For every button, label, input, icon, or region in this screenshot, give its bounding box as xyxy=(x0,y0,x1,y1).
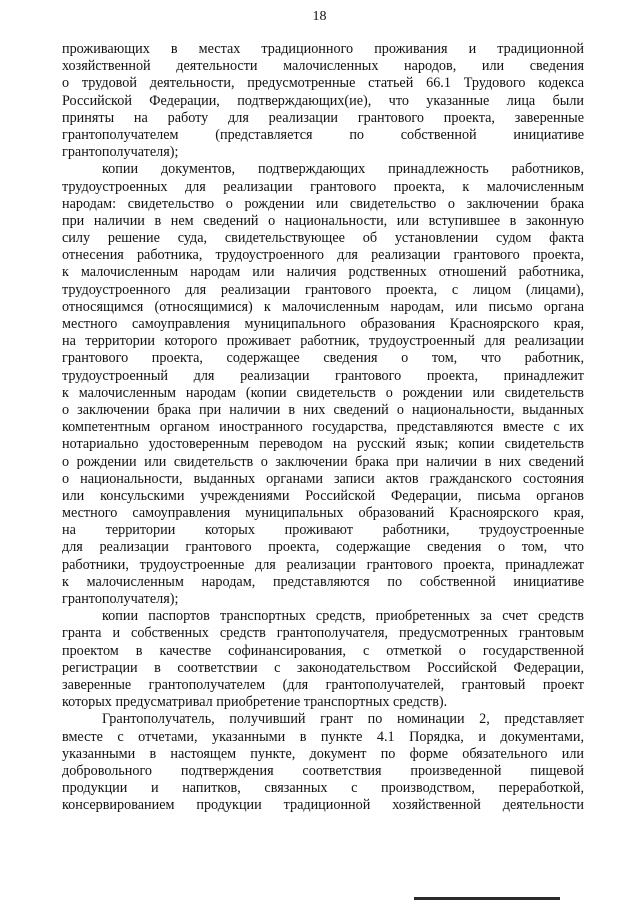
text-line: проживающих в местах традиционного проживания и традиционной xyxy=(62,41,584,57)
text-line: местного самоуправления муниципального образования Красноярского края, xyxy=(62,316,584,332)
text-line: регистрации в соответствии с законодательством Российской Федерации, xyxy=(62,659,584,676)
text-line: консервированием продукции традиционной хозяйственной деятельности xyxy=(62,797,584,814)
text-line: к малочисленным народам или наличия родственных отношений работника, xyxy=(62,264,584,281)
text-line: указанными в настоящем пункте, документ по форме обязательного или xyxy=(62,745,584,762)
text-line: грантополучателем (представляется по собственной инициативе xyxy=(62,126,584,143)
text-line: трудоустроенного для реализации грантового проекта, с лицом (лицами), xyxy=(62,281,584,298)
text-line: к малочисленным народам (копии свидетельств о рождении или свидетельств xyxy=(62,384,584,401)
text-line: о трудовой деятельности, предусмотренные статьей 66.1 Трудового кодекса xyxy=(62,75,584,92)
text-line: нотариально удостоверенным переводом на русский язык; копии свидетельств xyxy=(62,436,584,453)
text-line: народам: свидетельство о рождении или свидетельство о заключении брака xyxy=(62,195,584,212)
text-line: на территории которых проживают работники, трудоустроенные xyxy=(62,522,584,539)
document-body xyxy=(62,41,584,814)
text-line: относящимся (относящимися) к малочисленным народам, или письмо органа xyxy=(62,298,584,315)
text-line: грантополучателя); xyxy=(62,144,179,161)
text-line: копии документов, подтверждающих принадлежность работников, xyxy=(102,161,584,178)
text-line: к малочисленным народам, представляются по собственной инициативе xyxy=(62,573,584,590)
text-line: Грантополучатель, получивший грант по номинации 2, представляет xyxy=(102,711,584,728)
text-line: трудоустроенных для реализации грантового проекта, к малочисленным xyxy=(62,178,584,195)
text-line: добровольного подтверждения соответствия произведенной пищевой xyxy=(62,762,584,779)
text-line: гранта и собственных средств грантополучателя, предусмотренных грантовым xyxy=(62,625,584,642)
text-line: силу решение суда, свидетельствующее об установлении судом факта xyxy=(62,230,584,247)
text-line: работники, трудоустроенные для реализации грантового проекта, принадлежат xyxy=(62,556,584,573)
bottom-edge-mark xyxy=(414,897,560,900)
text-line: местного самоуправления муниципальных образований Красноярского края, xyxy=(62,505,584,522)
text-line: вместе с отчетами, указанными в пункте 4.1 Порядка, и документами, xyxy=(62,728,584,745)
text-line: на территории которого проживает работник, трудоустроенный для реализации xyxy=(62,333,584,350)
text-line: или консульскими учреждениями Российской Федерации, письма органов xyxy=(62,487,584,504)
text-line: для реализации грантового проекта, содержащие сведения о том, что xyxy=(62,539,584,556)
text-line: при наличии в нем сведений о национальности, или вступившее в законную xyxy=(62,212,584,229)
text-line: о рождении или свидетельств о заключении брака при наличии в них сведений xyxy=(62,453,584,470)
text-line: о заключении брака при наличии в них сведений о национальности, выданных xyxy=(62,401,584,418)
text-line: приняты на работу для реализации грантового проекта, заверенные xyxy=(62,109,584,126)
text-line: компетентным органом иностранного государства, представляются вместе с их xyxy=(62,419,584,436)
text-line: которых предусматривал приобретение транспортных средств). xyxy=(62,694,448,711)
text-line: грантополучателя); xyxy=(62,591,179,607)
text-line: Российской Федерации, подтверждающих(ие), что указанные лица были xyxy=(62,92,584,109)
text-line: о национальности, выданных органами записи актов гражданского состояния xyxy=(62,470,584,487)
text-line: проектом в качестве софинансирования, с отметкой о государственной xyxy=(62,642,584,659)
text-line: заверенные грантополучателем (для грантополучателей, грантовый проект xyxy=(62,676,584,693)
text-line: хозяйственной деятельности малочисленных народов, или сведения xyxy=(62,58,584,75)
text-line: продукции и напитков, связанных с производством, переработкой, xyxy=(62,780,584,797)
text-line: грантового проекта, содержащее сведения о том, что работник, xyxy=(62,350,584,367)
page-number: 18 xyxy=(312,9,327,24)
text-line: копии паспортов транспортных средств, приобретенных за счет средств xyxy=(102,608,584,625)
text-line: трудоустроенный для реализации грантового проекта, принадлежит xyxy=(62,367,584,384)
text-line: отнесения работника, трудоустроенного для реализации грантового проекта, xyxy=(62,247,584,264)
